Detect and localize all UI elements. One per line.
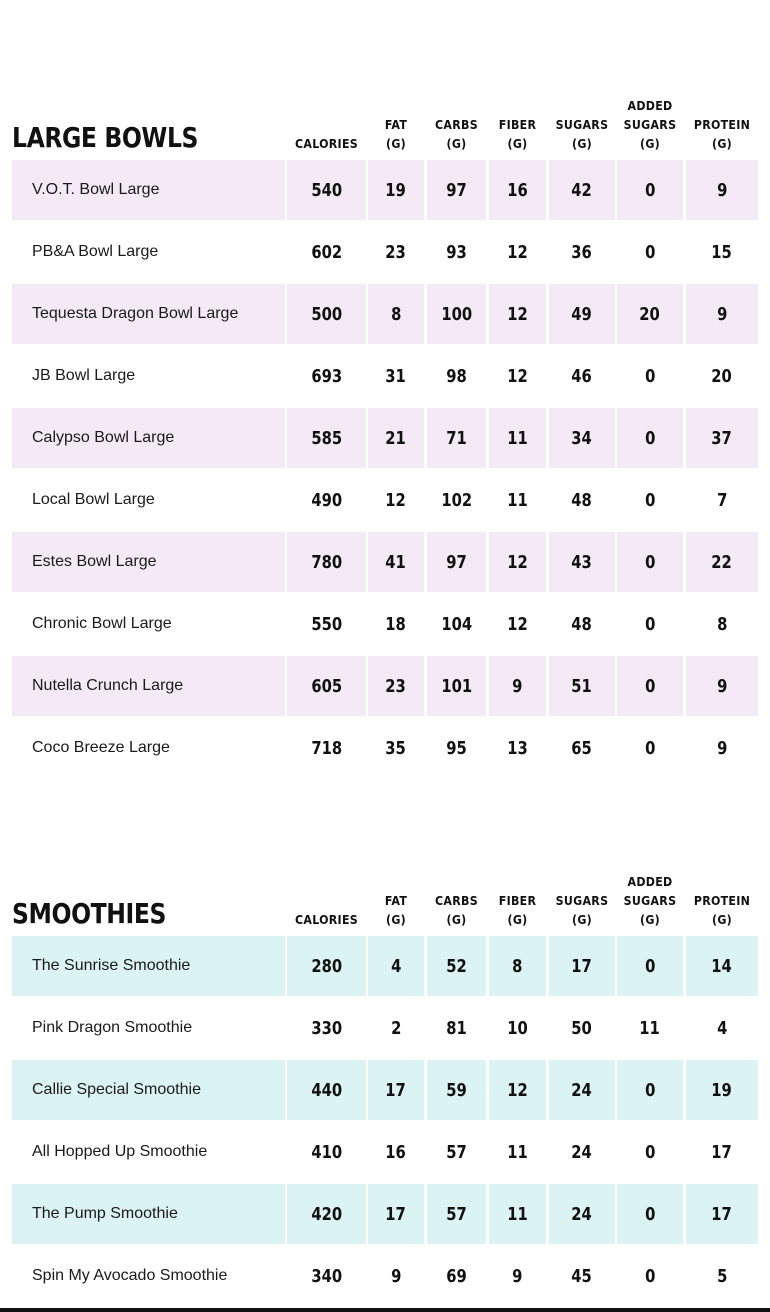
cell-protein: 17 xyxy=(686,1184,758,1244)
col-head-sugars: SUGARS (G) xyxy=(555,894,609,927)
table-row xyxy=(12,1060,758,1120)
bottom-rule xyxy=(0,1308,770,1312)
item-name: The Pump Smoothie xyxy=(12,1184,285,1244)
col-head-fiber: FIBER (G) xyxy=(498,118,537,151)
cell-calories: 693 xyxy=(311,365,342,387)
smoothies-header xyxy=(12,876,758,936)
cell-calories: 550 xyxy=(311,613,342,635)
cell-added-sugars: 0 xyxy=(644,241,656,263)
cell-carbs: 57 xyxy=(427,1184,486,1244)
table-row xyxy=(12,160,758,220)
cell-protein: 15 xyxy=(711,241,733,263)
item-name: Coco Breeze Large xyxy=(32,739,170,756)
cell-fiber: 12 xyxy=(507,241,528,263)
cell-calories: 585 xyxy=(287,408,366,468)
cell-carbs: 71 xyxy=(427,408,486,468)
cell-carbs: 97 xyxy=(427,160,486,220)
cell-protein: 9 xyxy=(686,656,758,716)
cell-fiber: 11 xyxy=(507,489,528,511)
cell-protein: 8 xyxy=(716,613,728,635)
cell-carbs: 69 xyxy=(446,1265,467,1287)
cell-calories: 540 xyxy=(287,160,366,220)
col-head-carbs: CARBS (G) xyxy=(435,894,478,927)
cell-carbs: 97 xyxy=(427,532,486,592)
large-bowls-table xyxy=(12,100,758,780)
cell-added-sugars: 0 xyxy=(617,160,683,220)
cell-sugars: 51 xyxy=(549,656,615,716)
cell-carbs: 102 xyxy=(441,489,472,511)
table-row xyxy=(12,998,758,1058)
item-name: Callie Special Smoothie xyxy=(12,1060,285,1120)
section-title: SMOOTHIES xyxy=(12,897,167,930)
cell-added-sugars: 0 xyxy=(617,532,683,592)
cell-calories: 420 xyxy=(287,1184,366,1244)
cell-sugars: 45 xyxy=(571,1265,593,1287)
cell-fiber: 9 xyxy=(512,1265,523,1287)
cell-added-sugars: 0 xyxy=(644,613,656,635)
item-name: Pink Dragon Smoothie xyxy=(32,1019,193,1036)
cell-fiber: 13 xyxy=(507,737,528,759)
item-name: Estes Bowl Large xyxy=(12,532,285,592)
item-name: Spin My Avocado Smoothie xyxy=(32,1267,228,1284)
smoothies-rows xyxy=(12,936,758,1306)
section-title: LARGE BOWLS xyxy=(12,121,199,154)
cell-added-sugars: 0 xyxy=(644,737,656,759)
cell-carbs: 93 xyxy=(446,241,467,263)
table-row xyxy=(12,346,758,406)
cell-carbs: 104 xyxy=(441,613,472,635)
cell-protein: 4 xyxy=(716,1017,728,1039)
col-head-added-sugars: ADDED SUGARS (G) xyxy=(623,99,677,151)
item-name: Tequesta Dragon Bowl Large xyxy=(12,284,285,344)
col-head-sugars: SUGARS (G) xyxy=(555,118,609,151)
cell-fiber: 8 xyxy=(489,936,546,996)
table-row xyxy=(12,408,758,468)
cell-fat: 23 xyxy=(368,656,424,716)
cell-fat: 8 xyxy=(368,284,424,344)
cell-protein: 9 xyxy=(686,160,758,220)
item-name: All Hopped Up Smoothie xyxy=(32,1143,208,1160)
cell-fiber: 9 xyxy=(489,656,546,716)
smoothies-table xyxy=(12,876,758,1308)
cell-added-sugars: 0 xyxy=(617,656,683,716)
cell-protein: 14 xyxy=(686,936,758,996)
cell-fat: 21 xyxy=(368,408,424,468)
col-head-fat: FAT (G) xyxy=(384,894,408,927)
table-row xyxy=(12,718,758,778)
cell-fiber: 11 xyxy=(507,1141,528,1163)
cell-fat: 9 xyxy=(390,1265,402,1287)
cell-sugars: 24 xyxy=(571,1141,593,1163)
cell-protein: 20 xyxy=(711,365,733,387)
cell-added-sugars: 0 xyxy=(644,489,656,511)
col-head-carbs: CARBS (G) xyxy=(435,118,478,151)
cell-sugars: 48 xyxy=(571,613,593,635)
cell-carbs: 59 xyxy=(427,1060,486,1120)
table-row xyxy=(12,594,758,654)
cell-calories: 410 xyxy=(311,1141,342,1163)
cell-sugars: 48 xyxy=(571,489,593,511)
cell-sugars: 50 xyxy=(571,1017,593,1039)
cell-fiber: 10 xyxy=(507,1017,528,1039)
item-name: PB&A Bowl Large xyxy=(32,243,159,260)
cell-fat: 19 xyxy=(368,160,424,220)
large-bowls-rows xyxy=(12,160,758,778)
item-name: Local Bowl Large xyxy=(32,491,155,508)
table-row xyxy=(12,1246,758,1306)
cell-fat: 4 xyxy=(368,936,424,996)
cell-added-sugars: 0 xyxy=(617,936,683,996)
item-name: Calypso Bowl Large xyxy=(12,408,285,468)
cell-sugars: 46 xyxy=(571,365,593,387)
cell-carbs: 95 xyxy=(446,737,467,759)
cell-calories: 605 xyxy=(287,656,366,716)
col-head-added-sugars: ADDED SUGARS (G) xyxy=(623,875,677,927)
cell-fiber: 12 xyxy=(489,284,546,344)
cell-fat: 31 xyxy=(385,365,407,387)
cell-fat: 41 xyxy=(368,532,424,592)
col-head-protein: PROTEIN (G) xyxy=(693,118,751,151)
cell-protein: 9 xyxy=(686,284,758,344)
cell-sugars: 36 xyxy=(571,241,593,263)
cell-protein: 19 xyxy=(686,1060,758,1120)
col-head-protein: PROTEIN (G) xyxy=(693,894,751,927)
col-head-calories: CALORIES xyxy=(295,137,358,151)
cell-fat: 16 xyxy=(385,1141,407,1163)
cell-calories: 718 xyxy=(311,737,342,759)
item-name: JB Bowl Large xyxy=(32,367,136,384)
cell-carbs: 100 xyxy=(427,284,486,344)
cell-added-sugars: 20 xyxy=(617,284,683,344)
cell-fat: 35 xyxy=(385,737,407,759)
cell-calories: 280 xyxy=(287,936,366,996)
cell-protein: 7 xyxy=(716,489,728,511)
cell-carbs: 81 xyxy=(446,1017,467,1039)
cell-added-sugars: 0 xyxy=(617,408,683,468)
cell-fat: 2 xyxy=(390,1017,402,1039)
large-bowls-header xyxy=(12,100,758,160)
cell-fat: 18 xyxy=(385,613,407,635)
cell-fiber: 12 xyxy=(507,365,528,387)
table-row xyxy=(12,1122,758,1182)
table-row xyxy=(12,470,758,530)
cell-fiber: 12 xyxy=(489,1060,546,1120)
cell-protein: 22 xyxy=(686,532,758,592)
cell-carbs: 57 xyxy=(446,1141,467,1163)
cell-carbs: 101 xyxy=(427,656,486,716)
cell-sugars: 49 xyxy=(549,284,615,344)
table-row xyxy=(12,936,758,996)
cell-fiber: 12 xyxy=(507,613,528,635)
item-name: Chronic Bowl Large xyxy=(32,615,172,632)
cell-added-sugars: 0 xyxy=(644,1141,656,1163)
cell-carbs: 52 xyxy=(427,936,486,996)
table-row xyxy=(12,532,758,592)
cell-calories: 490 xyxy=(311,489,342,511)
cell-fat: 17 xyxy=(368,1184,424,1244)
cell-calories: 330 xyxy=(311,1017,342,1039)
cell-added-sugars: 0 xyxy=(644,365,656,387)
cell-sugars: 17 xyxy=(549,936,615,996)
cell-fat: 12 xyxy=(385,489,407,511)
cell-protein: 5 xyxy=(716,1265,728,1287)
cell-sugars: 24 xyxy=(549,1184,615,1244)
cell-sugars: 65 xyxy=(571,737,593,759)
cell-sugars: 42 xyxy=(549,160,615,220)
cell-fiber: 11 xyxy=(489,1184,546,1244)
item-name: The Sunrise Smoothie xyxy=(12,936,285,996)
cell-calories: 500 xyxy=(287,284,366,344)
col-head-fat: FAT (G) xyxy=(384,118,408,151)
cell-fat: 23 xyxy=(385,241,407,263)
cell-calories: 440 xyxy=(287,1060,366,1120)
table-row xyxy=(12,222,758,282)
table-row xyxy=(12,1184,758,1244)
table-row xyxy=(12,284,758,344)
cell-protein: 17 xyxy=(711,1141,733,1163)
item-name: V.O.T. Bowl Large xyxy=(12,160,285,220)
col-head-fiber: FIBER (G) xyxy=(498,894,537,927)
cell-sugars: 34 xyxy=(549,408,615,468)
table-row xyxy=(12,656,758,716)
cell-calories: 340 xyxy=(311,1265,342,1287)
cell-added-sugars: 0 xyxy=(617,1184,683,1244)
cell-added-sugars: 0 xyxy=(644,1265,656,1287)
cell-protein: 9 xyxy=(716,737,728,759)
cell-fat: 17 xyxy=(368,1060,424,1120)
cell-added-sugars: 0 xyxy=(617,1060,683,1120)
cell-calories: 780 xyxy=(287,532,366,592)
item-name: Nutella Crunch Large xyxy=(12,656,285,716)
cell-fiber: 11 xyxy=(489,408,546,468)
col-head-calories: CALORIES xyxy=(295,913,358,927)
cell-calories: 602 xyxy=(311,241,342,263)
cell-sugars: 43 xyxy=(549,532,615,592)
cell-added-sugars: 11 xyxy=(639,1017,661,1039)
cell-fiber: 12 xyxy=(489,532,546,592)
cell-protein: 37 xyxy=(686,408,758,468)
cell-fiber: 16 xyxy=(489,160,546,220)
cell-carbs: 98 xyxy=(446,365,467,387)
cell-sugars: 24 xyxy=(549,1060,615,1120)
